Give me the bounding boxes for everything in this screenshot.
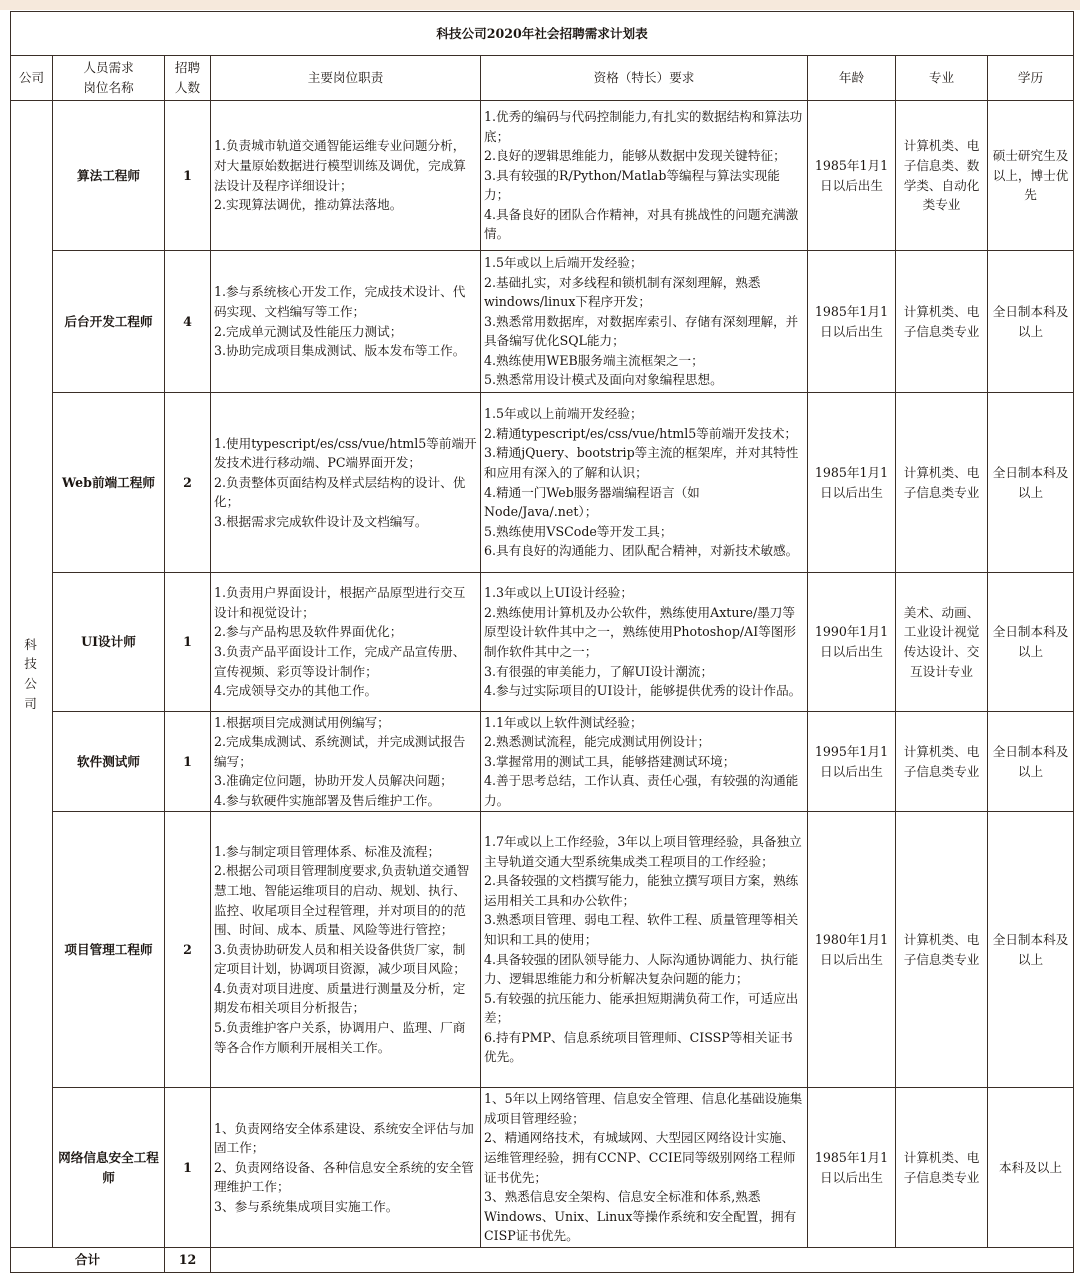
requirement-item: 4.具备良好的团队合作精神，对具有挑战性的问题充满激情。 — [484, 206, 799, 242]
age-cell: 1985年1月1日以后出生 — [808, 251, 896, 393]
age-cell: 1985年1月1日以后出生 — [808, 101, 896, 251]
education-cell: 全日制本科及以上 — [988, 812, 1074, 1088]
requirements-cell — [481, 812, 808, 1088]
education-cell: 全日制本科及以上 — [988, 712, 1074, 812]
major-cell: 计算机类、电子信息类、数学类、自动化类专业 — [896, 101, 988, 251]
duty-item: 3.准确定位问题，协助开发人员解决问题； — [214, 773, 453, 789]
major-cell: 美术、动画、工业设计视觉传达设计、交互设计专业 — [896, 573, 988, 712]
age-cell: 1985年1月1日以后出生 — [808, 393, 896, 573]
education-cell: 全日制本科及以上 — [988, 393, 1074, 573]
header-count — [165, 56, 211, 101]
education-cell: 本科及以上 — [988, 1088, 1074, 1248]
total-row — [11, 1248, 1074, 1273]
requirement-item: 4.具备较强的团队领导能力、人际沟通协调能力、执行能力、逻辑思维能力和分析解决复杂问题的能力； — [484, 951, 799, 987]
requirements-cell — [481, 1088, 808, 1248]
requirements-cell — [481, 393, 808, 573]
requirements-cell — [481, 251, 808, 393]
duties-cell — [211, 1088, 481, 1248]
requirement-item: 3.精通jQuery、bootstrip等主流的框架库，并对其特性和应用有深入的了解和认识； — [484, 445, 799, 480]
table-row — [11, 812, 1074, 1088]
hire-count: 1 — [165, 101, 211, 251]
requirement-item: 2.基础扎实，对多线程和锁机制有深刻理解，熟悉windows/linux下程序开发； — [484, 274, 761, 310]
table-row — [11, 712, 1074, 812]
duty-item: 4.完成领导交办的其他工作。 — [214, 683, 378, 699]
requirement-item: 4.参与过实际项目的UI设计，能够提供优秀的设计作品。 — [484, 683, 802, 699]
duty-item: 3.根据需求完成软件设计及文档编写。 — [214, 513, 428, 529]
requirement-item: 6.具有良好的沟通能力、团队配合精神，对新技术敏感。 — [484, 543, 799, 559]
requirement-item: 3.熟悉常用数据库，对数据库索引、存储有深刻理解，并具备编写优化SQL能力； — [484, 313, 799, 349]
duty-item: 1、负责网络安全体系建设、系统安全评估与加固工作； — [214, 1120, 474, 1156]
requirement-item: 3.掌握常用的测试工具，能够搭建测试环境； — [484, 753, 736, 769]
requirements-cell — [481, 573, 808, 712]
position-name: 网络信息安全工程师 — [53, 1088, 165, 1248]
table-row — [11, 251, 1074, 393]
duties-cell — [211, 393, 481, 573]
requirement-item: 6.持有PMP、信息系统项目管理师、CISSP等相关证书优先。 — [484, 1029, 793, 1065]
duty-item: 2.参与产品构思及软件界面优化； — [214, 624, 403, 640]
position-name: 软件测试师 — [53, 712, 165, 812]
total-label: 合计 — [11, 1248, 165, 1273]
duty-item: 2.完成单元测试及性能压力测试； — [214, 323, 403, 339]
duties-cell — [211, 251, 481, 393]
position-name: 项目管理工程师 — [53, 812, 165, 1088]
hire-count: 4 — [165, 251, 211, 393]
duty-item: 3、参与系统集成项目实施工作。 — [214, 1198, 399, 1214]
header-count-line2: 人数 — [174, 80, 201, 95]
header-duties: 主要岗位职责 — [211, 56, 481, 101]
duty-item: 3.负责协助研发人员和相关设备供货厂家，制定项目计划，协调项目资源，减少项目风险； — [214, 941, 466, 977]
education-cell: 硕士研究生及以上，博士优先 — [988, 101, 1074, 251]
recruitment-plan-table — [10, 11, 1074, 1273]
duty-item: 4.参与软硬件实施部署及售后维护工作。 — [214, 792, 441, 808]
hire-count: 2 — [165, 812, 211, 1088]
duty-item: 3.协助完成项目集成测试、版本发布等工作。 — [214, 343, 466, 359]
header-company: 公司 — [11, 56, 53, 101]
position-name: 后台开发工程师 — [53, 251, 165, 393]
major-cell: 计算机类、电子信息类专业 — [896, 812, 988, 1088]
requirement-item: 1.1年或以上软件测试经验； — [484, 714, 643, 730]
header-position — [53, 56, 165, 101]
position-name: Web前端工程师 — [53, 393, 165, 573]
duties-cell — [211, 712, 481, 812]
major-cell: 计算机类、电子信息类专业 — [896, 1088, 988, 1248]
requirements-cell — [481, 101, 808, 251]
requirement-item: 2.熟悉测试流程，能完成测试用例设计； — [484, 734, 711, 750]
company-cell — [11, 101, 53, 1248]
requirements-cell — [481, 712, 808, 812]
table-row — [11, 1088, 1074, 1248]
duties-cell — [211, 812, 481, 1088]
requirement-item: 1.5年或以上前端开发经验； — [484, 406, 643, 422]
requirement-item: 5.有较强的抗压能力、能承担短期满负荷工作，可适应出差； — [484, 990, 799, 1026]
requirement-item: 3.具有较强的R/Python/Matlab等编程与算法实现能力； — [484, 167, 780, 203]
table-row — [11, 393, 1074, 573]
table-title: 科技公司2020年社会招聘需求计划表 — [11, 12, 1074, 56]
education-cell: 全日制本科及以上 — [988, 251, 1074, 393]
requirement-item: 5.熟练使用VSCode等开发工具； — [484, 523, 673, 539]
duty-item: 1.根据项目完成测试用例编写； — [214, 714, 390, 730]
requirement-item: 3、熟悉信息安全架构、信息安全标准和体系,熟悉Windows、Unix、Linux等操作系统和安全配置，拥有CISP证书优先。 — [484, 1189, 797, 1244]
duty-item: 2.根据公司项目管理制度要求,负责轨道交通智慧工地、智能运维项目的启动、规划、执行、监控、收尾项目全过程管理，并对项目的的范围、时间、成本、质量、风险等进行管控； — [214, 863, 470, 938]
requirement-item: 1.5年或以上后端开发经验； — [484, 254, 643, 270]
requirement-item: 2.精通typescript/es/css/vue/html5等前端开发技术； — [484, 425, 798, 441]
hire-count: 2 — [165, 393, 211, 573]
major-cell: 计算机类、电子信息类专业 — [896, 712, 988, 812]
company-line2: 公 司 — [24, 676, 39, 711]
hire-count: 1 — [165, 1088, 211, 1248]
requirement-item: 2.熟练使用计算机及办公软件，熟练使用Axture/墨刀等原型设计软件其中之一，熟练使用Photoshop/AI等图形制作软件其中之一； — [484, 604, 797, 659]
age-cell: 1980年1月1日以后出生 — [808, 812, 896, 1088]
top-band — [0, 0, 1080, 10]
requirement-item: 2.具备较强的文档撰写能力，能独立撰写项目方案，熟练运用相关工具和办公软件； — [484, 873, 799, 908]
requirement-item: 3.熟悉项目管理、弱电工程、软件工程、质量管理等相关知识和工具的使用； — [484, 912, 799, 947]
hire-count: 1 — [165, 712, 211, 812]
education-cell: 全日制本科及以上 — [988, 573, 1074, 712]
requirement-item: 1.优秀的编码与代码控制能力,有扎实的数据结构和算法功底； — [484, 108, 803, 144]
requirement-item: 2.良好的逻辑思维能力，能够从数据中发现关键特征； — [484, 148, 786, 164]
age-cell: 1990年1月1日以后出生 — [808, 573, 896, 712]
duty-item: 1.负责城市轨道交通智能运维专业问题分析，对大量原始数据进行模型训练及调优，完成算法设计及程序详细设计； — [214, 138, 466, 193]
header-age: 年龄 — [808, 56, 896, 101]
major-cell: 计算机类、电子信息类专业 — [896, 393, 988, 573]
table-row — [11, 101, 1074, 251]
hire-count: 1 — [165, 573, 211, 712]
table-row — [11, 573, 1074, 712]
total-empty-cell — [211, 1248, 1074, 1273]
duty-item: 3.负责产品平面设计工作，完成产品宣传册、宣传视频、彩页等设计制作； — [214, 644, 466, 679]
header-requirements: 资格（特长）要求 — [481, 56, 808, 101]
duty-item: 5.负责维护客户关系，协调用户、监理、厂商等各合作方顺利开展相关工作。 — [214, 1020, 466, 1055]
header-education: 学历 — [988, 56, 1074, 101]
duty-item: 4.负责对项目进度、质量进行测量及分析，定期发布相关项目分析报告； — [214, 980, 466, 1016]
header-position-line2: 岗位名称 — [83, 80, 134, 95]
requirement-item: 2、精通网络技术，有城域网、大型园区网络设计实施、运维管理经验，拥有CCNP、CCIE同等级别网络工程师证书优先； — [484, 1130, 796, 1185]
age-cell: 1985年1月1日以后出生 — [808, 1088, 896, 1248]
duty-item: 2.负责整体页面结构及样式层结构的设计、优化； — [214, 474, 466, 510]
requirement-item: 3.有很强的审美能力，了解UI设计潮流； — [484, 663, 714, 679]
position-name: 算法工程师 — [53, 101, 165, 251]
total-count: 12 — [165, 1248, 211, 1273]
requirement-item: 1、5年以上网络管理、信息安全管理、信息化基础设施集成项目管理经验； — [484, 1091, 803, 1126]
header-position-line1: 人员需求 — [83, 60, 134, 76]
requirement-item: 4.熟练使用WEB服务端主流框架之一； — [484, 352, 704, 368]
requirement-item: 1.3年或以上UI设计经验； — [484, 585, 633, 601]
duty-item: 2.完成集成测试、系统测试，并完成测试报告编写； — [214, 734, 466, 769]
header-row — [11, 56, 1074, 101]
requirement-item: 4.善于思考总结，工作认真、责任心强，有较强的沟通能力。 — [484, 773, 799, 808]
duty-item: 1.参与系统核心开发工作，完成技术设计、代码实现、文档编写等工作； — [214, 284, 466, 319]
duty-item: 1.参与制定项目管理体系、标准及流程； — [214, 843, 441, 859]
company-line1: 科 技 — [24, 636, 39, 672]
requirement-item: 5.熟悉常用设计模式及面向对象编程思想。 — [484, 372, 723, 388]
requirement-item: 1.7年或以上工作经验，3年以上项目管理经验，具备独立主导轨道交通大型系统集成类工程项目的工作经验； — [484, 833, 802, 869]
header-major: 专业 — [896, 56, 988, 101]
duties-cell — [211, 573, 481, 712]
position-name: UI设计师 — [53, 573, 165, 712]
duty-item: 2、负责网络设备、各种信息安全系统的安全管理维护工作； — [214, 1159, 474, 1195]
duty-item: 2.实现算法调优，推动算法落地。 — [214, 197, 403, 213]
requirement-item: 4.精通一门Web服务器端编程语言（如Node/Java/.net）； — [484, 484, 700, 520]
major-cell: 计算机类、电子信息类专业 — [896, 251, 988, 393]
duties-cell — [211, 101, 481, 251]
header-count-line1: 招聘 — [174, 60, 201, 76]
duty-item: 1.负责用户界面设计，根据产品原型进行交互设计和视觉设计； — [214, 585, 466, 620]
duty-item: 1.使用typescript/es/css/vue/html5等前端开发技术进行移动端、PC端界面开发； — [214, 435, 477, 471]
age-cell: 1995年1月1日以后出生 — [808, 712, 896, 812]
